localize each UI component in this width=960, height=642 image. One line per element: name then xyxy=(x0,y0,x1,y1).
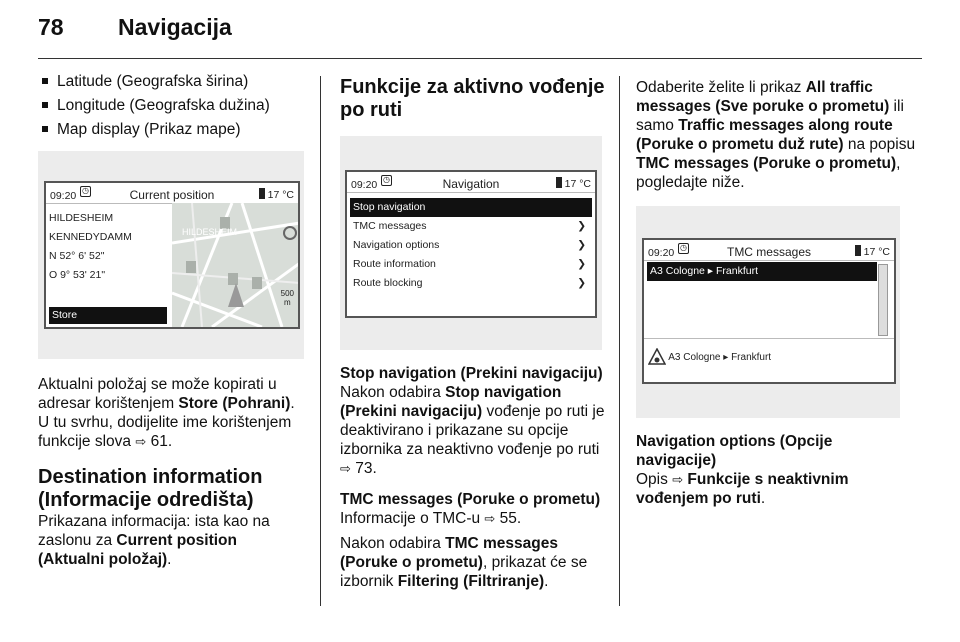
bullet-item: Latitude (Geografska širina) xyxy=(38,72,304,91)
chevron-right-icon: ❯ xyxy=(577,277,586,289)
navigation-menu-screenshot xyxy=(340,136,602,350)
screen-frame xyxy=(345,170,597,318)
map-city-label: HILDESHEIM xyxy=(182,227,238,237)
clock-time: 09:20 xyxy=(50,190,77,202)
bullet-icon xyxy=(42,102,48,108)
menu-item-route-blocking[interactable]: Route blocking ❯ xyxy=(350,274,592,293)
thermometer-icon xyxy=(259,188,265,199)
clock-time: 09:20 xyxy=(351,179,378,191)
column-3 xyxy=(636,72,916,508)
page-number: 78 xyxy=(38,14,64,40)
parking-icon xyxy=(186,261,196,273)
tmc-message-item[interactable]: A3 Cologne ▸ Frankfurt xyxy=(647,262,877,281)
chevron-right-icon: ❯ xyxy=(577,258,586,270)
paragraph-store: Aktualni položaj se može kopirati u adresar korištenjem Store (Pohrani). U tu svrhu, dodijelite ime korištenjem funkcije slova ⇨ 61. xyxy=(38,376,295,450)
column-divider-2 xyxy=(619,76,620,606)
parking-icon xyxy=(228,273,238,285)
arrow-icon: ⇨ xyxy=(484,511,496,526)
paragraph-tmc-select: Nakon odabira TMC messages (Poruke o prometu), prikazat će se izbornik Filtering (Filtriranje). xyxy=(340,535,588,590)
scrollbar[interactable] xyxy=(878,264,888,336)
bullet-item: Map display (Prikaz mape) xyxy=(38,120,304,139)
temperature: 17 °C xyxy=(556,175,591,194)
clock-time: 09:20 xyxy=(648,247,675,259)
arrow-icon: ⇨ xyxy=(340,461,351,476)
bullet-icon xyxy=(42,78,48,84)
screen-title: Current position xyxy=(129,188,215,202)
map-scale: 500 m xyxy=(280,289,294,307)
map-display[interactable] xyxy=(172,203,298,327)
latitude-text: N 52° 6' 52" xyxy=(49,250,105,262)
paragraph-tmc-info: Informacije o TMC-u ⇨ 55. xyxy=(340,510,522,527)
heading-destination-information: Destination information (Informacije odredišta) xyxy=(38,466,263,511)
heading-navigation-options: Navigation options (Opcije navigacije) xyxy=(636,433,833,469)
screen-frame xyxy=(44,181,300,329)
paragraph-stop-navigation: Nakon odabira Stop navigation (Prekini navigaciju) vođenje po ruti je deaktivirano i prikazane su opcije izbornika za neaktivno vođenje po ruti ⇨ 73. xyxy=(340,384,605,477)
page-title: Navigacija xyxy=(118,14,232,40)
header-rule xyxy=(38,58,922,59)
paragraph-traffic-selection: Odaberite želite li prikaz All traffic messages (Sve poruke o prometu) ili samo Traffic messages along route (Poruke o prometu duž rute) na popisu TMC messages (Poruke o prometu), pogledajte niže. xyxy=(636,79,916,191)
tmc-messages-screenshot xyxy=(636,206,900,418)
menu-item-route-information[interactable]: Route information ❯ xyxy=(350,255,592,274)
screen-title: TMC messages xyxy=(726,245,812,259)
bullet-icon xyxy=(42,126,48,132)
column-divider-1 xyxy=(320,76,321,606)
status-bar xyxy=(46,183,298,204)
chevron-right-icon: ❯ xyxy=(577,239,586,251)
arrow-icon: ⇨ xyxy=(672,472,684,487)
menu-item-stop-navigation[interactable]: Stop navigation xyxy=(350,198,592,217)
status-bar xyxy=(644,240,894,261)
menu-item-tmc-messages[interactable]: TMC messages ❯ xyxy=(350,217,592,236)
screen-title: Navigation xyxy=(442,177,500,191)
clock-icon: ◷ xyxy=(678,243,689,254)
thermometer-icon xyxy=(855,245,861,256)
vehicle-arrow-icon xyxy=(228,283,244,307)
bullet-item: Longitude (Geografska dužina) xyxy=(38,96,304,115)
heading-stop-navigation: Stop navigation (Prekini navigaciju) xyxy=(340,365,603,382)
temperature: 17 °C xyxy=(855,243,890,262)
city-text: HILDESHEIM xyxy=(49,212,114,224)
compass-icon xyxy=(284,227,296,239)
tmc-message-detail: A3 Cologne ▸ Frankfurt xyxy=(648,348,771,367)
thermometer-icon xyxy=(556,177,562,188)
traffic-warning-icon xyxy=(648,348,666,366)
store-menu-item[interactable]: Store xyxy=(49,307,167,324)
paragraph-destination: Prikazana informacija: ista kao na zaslonu za Current position (Aktualni položaj). xyxy=(38,513,270,568)
page-header xyxy=(38,14,232,41)
clock-icon: ◷ xyxy=(80,186,91,197)
current-position-screenshot xyxy=(38,151,304,359)
column-2 xyxy=(340,72,606,591)
heading-tmc-messages: TMC messages (Poruke o prometu) xyxy=(340,491,601,508)
status-bar xyxy=(347,172,595,193)
menu-item-navigation-options[interactable]: Navigation options ❯ xyxy=(350,236,592,255)
paragraph-navigation-options: Opis ⇨ Funkcije s neaktivnim vođenjem po ruti. xyxy=(636,471,849,507)
divider xyxy=(644,338,894,339)
arrow-icon: ⇨ xyxy=(135,434,147,449)
screen-frame xyxy=(642,238,896,384)
longitude-text: O 9° 53' 21" xyxy=(49,269,106,281)
temperature: 17 °C xyxy=(259,186,294,205)
chevron-right-icon: ❯ xyxy=(577,220,586,232)
position-info xyxy=(49,209,169,285)
navigation-menu xyxy=(347,193,595,293)
clock-icon: ◷ xyxy=(381,175,392,186)
street-text: KENNEDYDAMM xyxy=(49,231,132,243)
heading-active-guidance: Funkcije za aktivno vođenje po ruti xyxy=(340,76,605,121)
parking-icon xyxy=(252,277,262,289)
column-1 xyxy=(38,72,304,569)
